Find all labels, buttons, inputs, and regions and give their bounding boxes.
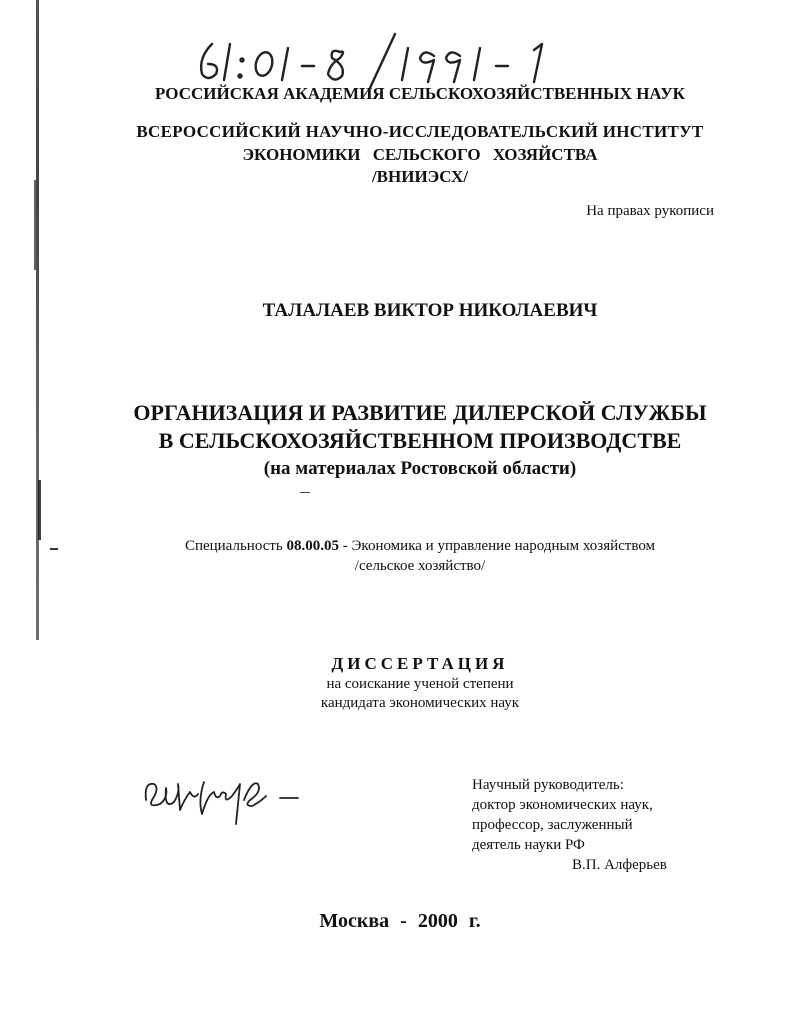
advisor-name: В.П. Алферьев	[572, 857, 667, 873]
scientific-advisor-block	[472, 775, 732, 875]
advisor-honor: деятель науки РФ	[472, 837, 585, 853]
specialty-code: 08.00.05	[286, 538, 340, 554]
title-line2: В СЕЛЬСКОХОЗЯЙСТВЕННОМ ПРОИЗВОДСТВЕ	[158, 428, 682, 453]
title-line1: ОРГАНИЗАЦИЯ И РАЗВИТИЕ ДИЛЕРСКОЙ СЛУЖБЫ	[133, 400, 707, 425]
scan-artifact-dash	[50, 548, 58, 550]
stray-dash-mark	[300, 492, 310, 493]
specialty-prefix: Специальность	[184, 538, 283, 554]
institute-abbreviation: /ВНИИЭСХ/	[371, 167, 469, 186]
scan-binding-edge-mark	[34, 180, 36, 270]
signature-drawing	[140, 770, 320, 830]
dissertation-heading: ДИССЕРТАЦИЯ	[331, 654, 509, 673]
specialty-line	[140, 538, 700, 555]
scan-binding-edge-mark	[38, 480, 41, 540]
rights-note: На правах рукописи	[586, 203, 714, 219]
handwritten-archive-number	[190, 30, 590, 90]
advisor-degree: доктор экономических наук,	[472, 797, 653, 813]
advisor-rank: профессор, заслуженный	[472, 817, 633, 833]
handwritten-archive-number-drawing	[190, 30, 590, 90]
advisor-label: Научный руководитель:	[472, 777, 624, 793]
scan-binding-edge	[36, 0, 39, 640]
city-year: Москва - 2000 г.	[319, 910, 481, 932]
institute-name-line2: ЭКОНОМИКИ СЕЛЬСКОГО ХОЗЯЙСТВА	[242, 145, 598, 164]
title-subtitle: (на материалах Ростовской области)	[263, 458, 577, 479]
academy-name: РОССИЙСКАЯ АКАДЕМИЯ СЕЛЬСКОХОЗЯЙСТВЕННЫХ НАУК	[154, 84, 685, 103]
author-signature	[140, 770, 320, 830]
specialty-branch: /сельское хозяйство/	[354, 558, 486, 574]
dissertation-degree-line2: кандидата экономических наук	[320, 695, 520, 711]
dissertation-degree-line1: на соискание ученой степени	[326, 676, 514, 692]
specialty-description: - Экономика и управление народным хозяйством	[342, 538, 656, 554]
author-name: ТАЛАЛАЕВ ВИКТОР НИКОЛАЕВИЧ	[262, 300, 598, 321]
institute-name-line1: ВСЕРОССИЙСКИЙ НАУЧНО-ИССЛЕДОВАТЕЛЬСКИЙ ИНСТИТУТ	[136, 122, 704, 141]
